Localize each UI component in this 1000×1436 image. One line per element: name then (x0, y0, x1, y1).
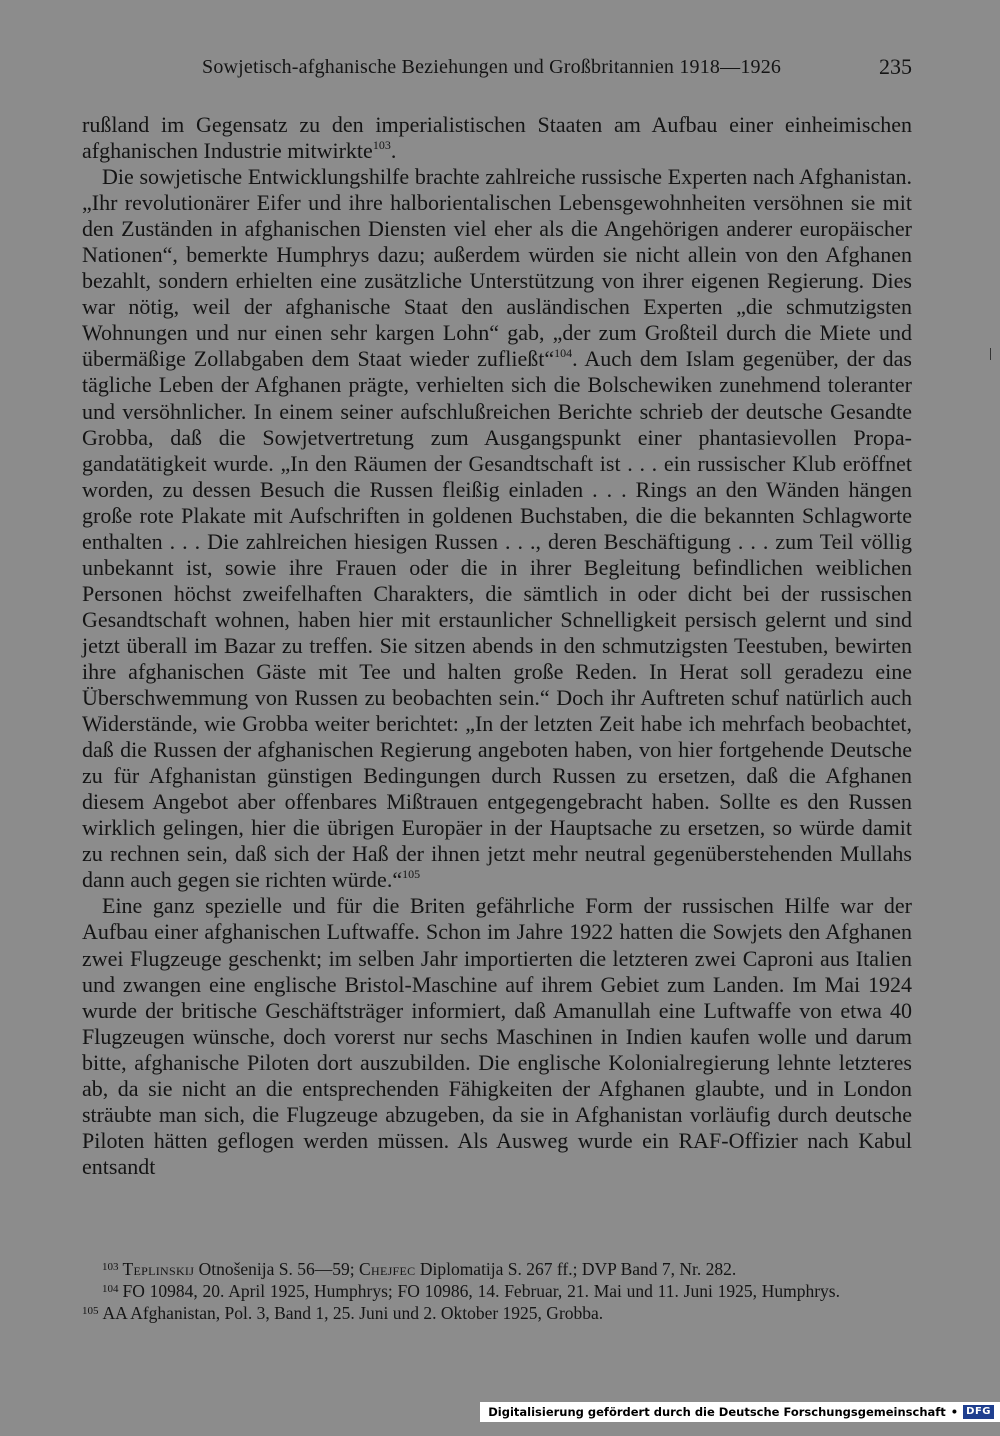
paragraph-text: . Auch dem Islam gegenüber, der das tägliche Leben der Afghanen prägte, verhielten sich die Bolschewiken zunehmend toleranter und versöhnlicher. In einem seiner aufschlußreichen Berichte schrieb der deutsche Gesandte Grobba, daß die Sowjetvertretung zum Ausgangspunkt einer phantasievollen Propagandatätigkeit wurde. „In den Räumen der Gesandtschaft ist . . . ein russischer Klub eröffnet worden, zu dessen Besuch die Russen fleißig einladen . . . Rings an den Wänden hängen große rote Plakate mit Aufschriften in goldenen Buchstaben, die die bekannten Schlagworte enthalten . . . Die zahlreichen hiesigen Russen . . ., deren Beschäftigung . . . zum Teil völlig unbekannt ist, sowie ihre Frauen oder die in ihrer Begleitung befindlichen weiblichen Personen höchst zweifelhaften Charakters, die sämtlich in oder dicht bei der russischen Gesandtschaft wohnen, haben hier mit erstaunlicher Schnelligkeit persisch gelernt und sind jetzt überall im Bazar zu treffen. Sie sitzen abends in den schmutzigsten Teestuben, bewirten ihre afghanischen Gäste mit Tee und halten große Reden. In Herat soll geradezu eine Überschwemmung von Russen zu beobachten sein.“ Doch ihr Auftreten schuf natürlich auch Widerstände, wie Grobba weiter berichtet: „In der letzten Zeit habe ich mehrfach beobachtet, daß die Russen der afghanischen Regierung angeboten haben, von hier fortgehende Deutsche zu für Afghanistan günstigen Bedingungen durch Russen zu ersetzen, daß die Afghanen diesem Angebot aber offenbares Mißtrauen entgegengebracht haben. Sollte es den Russen wirklich gelingen, hier die übrigen Europäer in der Hauptsache zu ersetzen, so würde damit zu rechnen sein, daß sich der Haß der ihnen jetzt mehr neutral gegenüberstehenden Mullahs dann auch gegen sie richten würde.“ (82, 346, 912, 893)
paragraph (82, 893, 912, 1180)
paragraph-text: rußland im Gegensatz zu den imperialistischen Staaten am Aufbau einer einheimischen afghanischen Industrie mitwirkte (82, 112, 912, 164)
footnote-number: 105 (82, 1305, 99, 1317)
footnote-105 (82, 1303, 603, 1323)
running-head (82, 56, 912, 86)
footnote-number: 104 (102, 1283, 119, 1295)
body-text (82, 112, 912, 1180)
dfg-banner[interactable] (480, 1402, 1000, 1422)
footnote-text: Otnošenija S. 56—59; (194, 1259, 359, 1279)
paragraph-text: . (390, 138, 397, 164)
footnote-text: FO 10984, 20. April 1925, Humphrys; FO 10986, 14. Februar, 21. Mai und 11. Juni 1925, Humphrys. (122, 1281, 840, 1301)
footnote-ref[interactable]: 103 (372, 138, 391, 153)
banner-separator: • (950, 1405, 959, 1419)
margin-mark (990, 348, 991, 360)
paragraph-text: Eine ganz spezielle und für die Briten gefährliche Form der russischen Hilfe war der Aufbau einer afghanischen Luftwaffe. Schon im Jahre 1922 hatten die Sowjets den Afghanen zwei Flugzeuge geschenkt; im selben Jahr importierten die letzteren zwei Caproni aus Italien und zwangen eine englische Bristol-Maschine auf ihrem Gebiet zum Landen. Im Mai 1924 wurde der britische Geschäftsträger informiert, daß Amanullah eine Luftwaffe von etwa 40 Flugzeugen wünsche, doch vorerst nur sechs Maschinen in Indien kaufen wolle und darum bitte, afghanische Piloten dort auszubilden. Die englische Kolonialregierung lehnte letzteres ab, da sie nicht an die entsprechenden Fähigkeiten der Afghanen glaubte, und in London sträubte man sich, die Flugzeuge abzugeben, da sie in Afghanistan vorläufig durch deutsche Piloten hätten geflogen werden müssen. Als Ausweg wurde ein RAF-Offizier nach Kabul entsandt (82, 893, 912, 1179)
paragraph-text: Die sowjetische Entwicklungshilfe brachte zahlreiche russische Experten nach Afghanistan. „Ihr revolutionärer Eifer und ihre halborientalischen Lebensgewohnheiten versöhnen sie mit den Zuständen in afghanischen Diensten viel eher als die Angehörigen anderer europäischer Nationen“, bemerkte Humphrys dazu; außerdem würden sie nicht allein von den Afghanen bezahlt, sondern erhielten eine zusätzliche Unterstützung von ihrer eigenen Regierung. Dies war nötig, weil der afghanische Staat den ausländischen Experten „die schmutzigsten Wohnungen und nur einen sehr kargen Lohn“ gab, „der zum Großteil durch die Miete und übermäßige Zollabgaben dem Staat wieder zufließt“ (82, 164, 912, 372)
paragraph (82, 112, 912, 164)
footnote-text: Diplomatija S. 267 ff.; DVP Band 7, Nr. 282. (415, 1259, 737, 1279)
page-number: 235 (879, 54, 912, 79)
author-name: Teplinskij (122, 1259, 195, 1279)
footnote-ref[interactable]: 104 (554, 346, 573, 361)
dfg-logo: DFG (963, 1405, 994, 1419)
footnote-103 (82, 1258, 912, 1280)
running-title: Sowjetisch-afghanische Beziehungen und Großbritannien 1918—1926 (202, 56, 782, 78)
footnotes (82, 1258, 912, 1324)
paragraph (82, 164, 912, 893)
author-name: Chejfec (359, 1259, 416, 1279)
footnote-text: AA Afghanistan, Pol. 3, Band 1, 25. Juni und 2. Oktober 1925, Grobba. (102, 1303, 604, 1323)
footnote-number: 103 (102, 1261, 119, 1273)
dfg-banner-text: Digitalisierung gefördert durch die Deutsche Forschungsgemeinschaft (488, 1405, 946, 1419)
footnote-ref[interactable]: 105 (402, 867, 421, 882)
footnote-104 (82, 1280, 912, 1324)
